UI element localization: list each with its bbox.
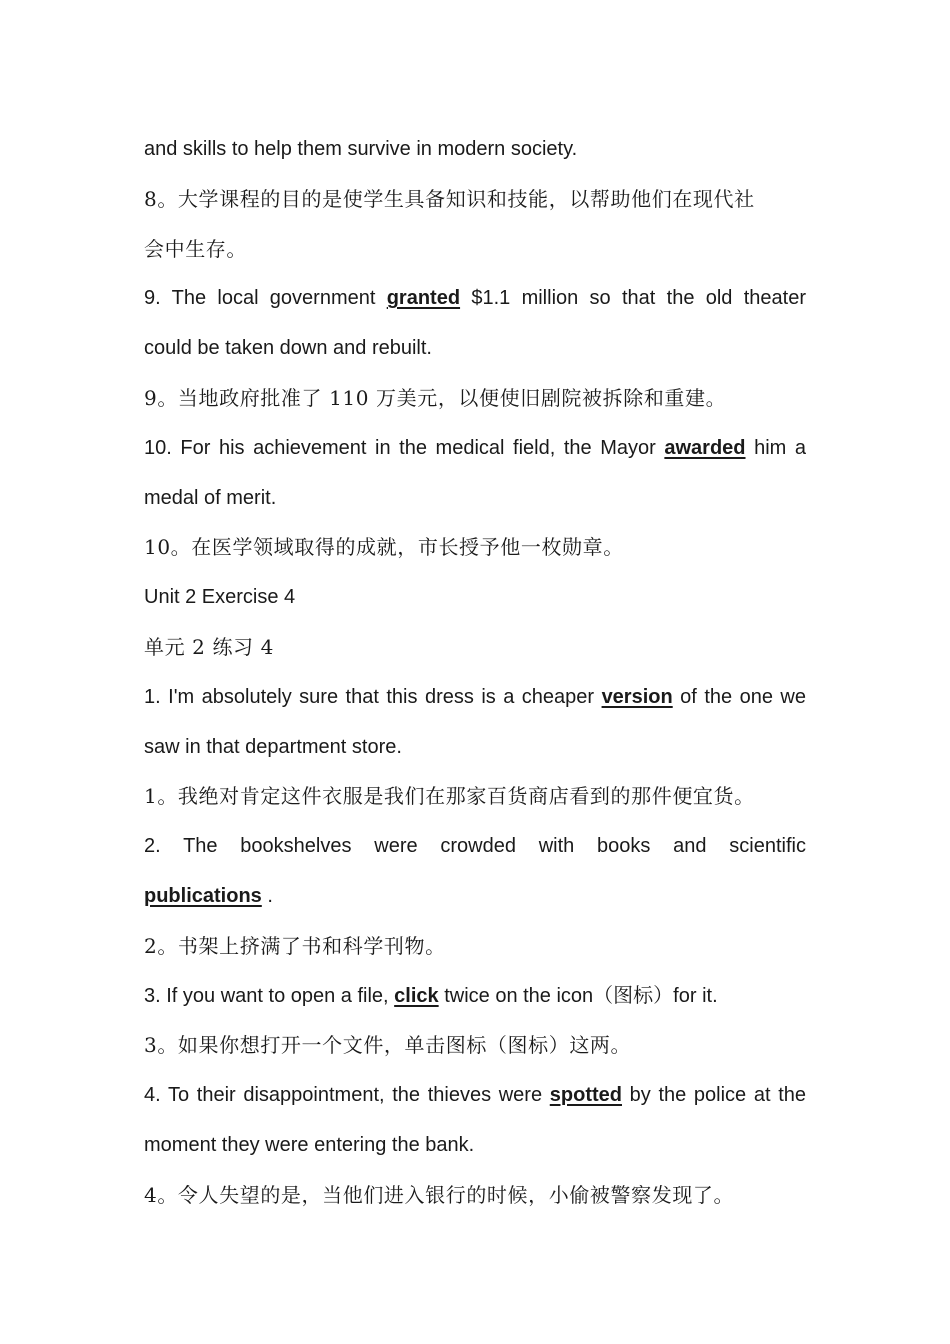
text-segment: 4. To their disappointment, the thieves were (144, 1084, 550, 1107)
answer-word: version (601, 685, 673, 708)
section-heading (144, 573, 806, 623)
text-segment: 1. I'm absolutely sure that this dress is a cheaper (144, 685, 602, 708)
text-segment: 2。书架上挤满了书和科学刊物。 (144, 933, 446, 958)
text-segment: could be taken down and rebuilt. (144, 337, 432, 360)
translation-line (144, 922, 806, 972)
text-segment: 单元 2 练习 4 (144, 634, 274, 659)
translation-line (144, 1171, 806, 1221)
text-segment: Unit 2 Exercise 4 (144, 586, 296, 609)
translation-line (144, 1021, 806, 1071)
text-segment: 9. The local government (144, 287, 387, 310)
translation-line (144, 374, 806, 424)
sentence-line (144, 673, 806, 723)
text-segment: 3. If you want to open a file, (144, 984, 395, 1007)
text-segment: 2. The bookshelves were crowded with books and scientific (144, 835, 806, 858)
answer-word: publications (144, 884, 262, 907)
text-segment: 10. For his achievement in the medical field, the Mayor (144, 436, 665, 459)
text-segment: 8。大学课程的目的是使学生具备知识和技能，以帮助他们在现代社 (144, 186, 755, 211)
answer-word: spotted (549, 1084, 622, 1107)
sentence-line (144, 1071, 806, 1121)
text-segment: saw in that department store. (144, 735, 402, 758)
text-segment: 会中生存。 (144, 236, 247, 261)
text-segment: $1.1 million so that the old theater (460, 287, 806, 310)
text-segment: . (261, 884, 273, 907)
text-segment: of the one we (672, 685, 806, 708)
text-line (144, 474, 806, 524)
text-segment: 9。当地政府批准了 110 万美元，以便使旧剧院被拆除和重建。 (144, 385, 727, 410)
text-segment: medal of merit. (144, 486, 277, 509)
text-segment: 1。我绝对肯定这件衣服是我们在那家百货商店看到的那件便宜货。 (144, 784, 755, 809)
sentence-line (144, 274, 806, 324)
answer-word: awarded (664, 436, 746, 459)
text-segment: 3。如果你想打开一个文件，单击图标（图标）这两。 (144, 1033, 632, 1058)
translation-line (144, 175, 806, 225)
text-segment: 10。在医学领域取得的成就，市长授予他一枚勋章。 (144, 535, 624, 560)
sentence-line (144, 424, 806, 474)
text-segment: and skills to help them survive in modern society. (144, 138, 578, 160)
section-heading-translation (144, 623, 806, 673)
answer-word: granted (386, 287, 461, 310)
text-segment: 4。令人失望的是，当他们进入银行的时候，小偷被警察发现了。 (144, 1182, 735, 1207)
translation-line (144, 523, 806, 573)
document-body (144, 125, 806, 1221)
text-line (144, 723, 806, 773)
translation-line (144, 225, 806, 275)
text-segment: twice on the icon（图标）for it. (438, 984, 718, 1007)
text-line (144, 1121, 806, 1171)
sentence-line (144, 972, 806, 1022)
answer-word: click (394, 984, 439, 1007)
text-segment: him a (745, 436, 806, 459)
translation-line (144, 772, 806, 822)
text-segment: by the police at the (621, 1084, 806, 1107)
text-segment: moment they were entering the bank. (144, 1133, 475, 1156)
sentence-line (144, 822, 806, 872)
text-line (144, 872, 806, 922)
text-line (144, 125, 806, 175)
text-line (144, 324, 806, 374)
